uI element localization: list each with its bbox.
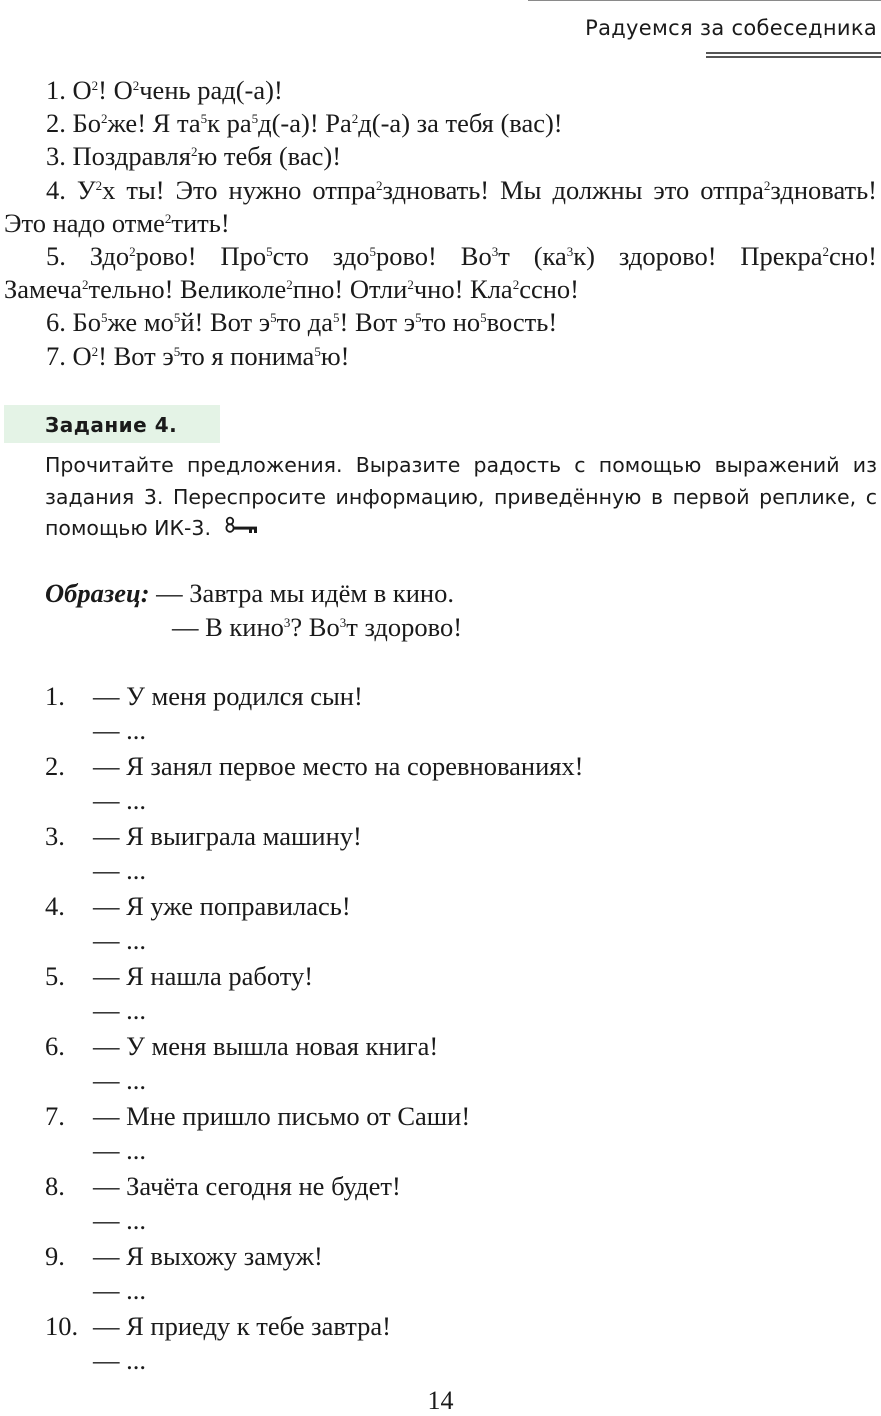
item-number: 8. <box>45 1171 65 1201</box>
item-phrase: — Зачёта сегодня не будет! <box>93 1171 401 1201</box>
list-item <box>45 818 875 888</box>
intonation-mark: 3 <box>566 243 574 259</box>
item-phrase: — Я выхожу замуж! <box>93 1241 323 1271</box>
intonation-mark: 2 <box>132 77 140 93</box>
intonation-mark: 2 <box>129 243 136 259</box>
running-head-title: Радуемся за собеседника <box>585 16 877 40</box>
sample-phrase: — Завтра мы идём в кино. <box>156 578 454 608</box>
item-reply: — ... <box>93 785 146 815</box>
list-item <box>45 1238 875 1308</box>
intonation-mark: 2 <box>763 177 771 193</box>
phrase-line: 7. $О^2$! Вот $э^5то$ я понима$^5$ю! <box>46 340 350 371</box>
item-number: 5. <box>45 961 65 991</box>
intonation-mark: 5 <box>369 243 376 259</box>
task-4-instruction-text: Прочитайте предложения. Выразите радость с помощью выражений из задания 3. Переспросите информацию, приведённую в первой реплике, с помощью ИК-3. <box>45 453 877 540</box>
intonation-mark: 5 <box>333 310 340 326</box>
intonation-mark: 3 <box>339 614 347 630</box>
list-item <box>45 1098 875 1168</box>
running-head-rule <box>706 52 881 54</box>
sample-label: Образец: <box>45 578 150 608</box>
intonation-mark: 2 <box>376 177 383 193</box>
list-item <box>45 1028 875 1098</box>
item-reply: — ... <box>93 1135 146 1165</box>
item-reply: — ... <box>93 715 146 745</box>
item-phrase: — У меня родился сын! <box>93 681 363 711</box>
phrase-line: 6. $Бо^5же$ $мо^5й$! Вот $э^5то$ $да^5$! Вот $э^5то$ $но^5вость$! <box>46 307 558 338</box>
item-reply: — ... <box>93 1345 146 1375</box>
sample-line-1 <box>45 576 865 610</box>
intonation-mark: 2 <box>512 277 520 293</box>
intonation-mark: 2 <box>82 277 89 293</box>
item-phrase: — Я приеду к тебе завтра! <box>93 1311 391 1341</box>
intonation-mark: 5 <box>415 310 422 326</box>
phrase-line: 5. Здо$^2$рово! Про$^5$сто здо$^5$рово! $Во^3т$ $(ка^3к)$ здорово! Прекра$^2$сно! Замеча$^2$тельно! Великоле$^2$пно! Отли$^2$чно! Кла$^2$ссно! <box>4 241 877 305</box>
phrase-line: 1. $О^2$! $О^2чень$ рад(-а)! <box>46 75 283 105</box>
phrase-line: 4. $У^2х$ ты! Это нужно отпра$^2$здновать! Мы должны это отпра$^2$здновать! Это надо отме$^2$тить! <box>4 174 878 238</box>
phrase-line: 2. $Бо^2же$! Я $та^5к$ $ра^5д(-а)$! $Ра^2д(-а)$ за тебя (вас)! <box>46 108 563 139</box>
task-4-items <box>45 678 875 1378</box>
task-4-instruction <box>45 450 877 545</box>
item-reply: — ... <box>93 1205 146 1235</box>
intonation-mark: 2 <box>822 243 829 259</box>
item-phrase: — Я выиграла машину! <box>93 821 362 851</box>
sample-line-2: — В кино$^3$? $Во^3т$ здорово! <box>172 612 463 642</box>
list-item <box>45 1308 875 1378</box>
item-number: 2. <box>45 751 65 781</box>
item-reply: — ... <box>93 855 146 885</box>
item-reply: — ... <box>93 925 146 955</box>
item-number: 4. <box>45 891 65 921</box>
intonation-mark: 2 <box>91 77 99 93</box>
list-item <box>45 678 875 748</box>
intonation-mark: 5 <box>173 343 181 359</box>
sample-dialogue <box>45 576 865 644</box>
exercise-3-phrases <box>4 74 877 373</box>
intonation-mark: 2 <box>164 210 172 226</box>
item-number: 3. <box>45 821 65 851</box>
intonation-mark: 5 <box>314 343 321 359</box>
intonation-mark: 2 <box>100 111 108 127</box>
key-icon <box>224 513 260 545</box>
item-number: 7. <box>45 1101 65 1131</box>
item-reply: — ... <box>93 995 146 1025</box>
intonation-mark: 2 <box>190 144 198 160</box>
task-4-header: Задание 4. <box>4 405 220 443</box>
item-phrase: — У меня вышла новая книга! <box>93 1031 439 1061</box>
list-item <box>45 888 875 958</box>
intonation-mark: 2 <box>91 343 99 359</box>
intonation-mark: 5 <box>480 310 487 326</box>
intonation-mark: 2 <box>351 111 359 127</box>
intonation-mark: 5 <box>270 310 277 326</box>
phrase-line: 3. Поздравля$^2$ю тебя (вас)! <box>46 141 342 172</box>
item-number: 9. <box>45 1241 65 1271</box>
running-head-top-rule <box>528 0 881 1</box>
intonation-mark: 5 <box>173 310 181 326</box>
intonation-mark: 2 <box>286 277 293 293</box>
item-phrase: — Мне пришло письмо от Саши! <box>93 1101 471 1131</box>
item-phrase: — Я занял первое место на соревнованиях! <box>93 751 584 781</box>
item-reply: — ... <box>93 1275 146 1305</box>
item-phrase: — Я уже поправилась! <box>93 891 351 921</box>
item-phrase: — Я нашла работу! <box>93 961 314 991</box>
page-number: 14 <box>427 1386 454 1415</box>
intonation-mark: 5 <box>100 310 108 326</box>
list-item <box>45 1168 875 1238</box>
running-head-rule <box>706 56 881 58</box>
list-item <box>45 748 875 818</box>
intonation-mark: 2 <box>407 277 414 293</box>
item-number: 10. <box>45 1311 79 1341</box>
intonation-mark: 5 <box>200 111 208 127</box>
item-reply: — ... <box>93 1065 146 1095</box>
list-item <box>45 958 875 1028</box>
intonation-mark: 2 <box>95 177 103 193</box>
intonation-mark: 5 <box>251 111 259 127</box>
running-head <box>528 0 881 43</box>
item-number: 6. <box>45 1031 65 1061</box>
intonation-mark: 3 <box>491 243 499 259</box>
intonation-mark: 3 <box>283 614 291 630</box>
item-number: 1. <box>45 681 65 711</box>
intonation-mark: 5 <box>266 243 273 259</box>
